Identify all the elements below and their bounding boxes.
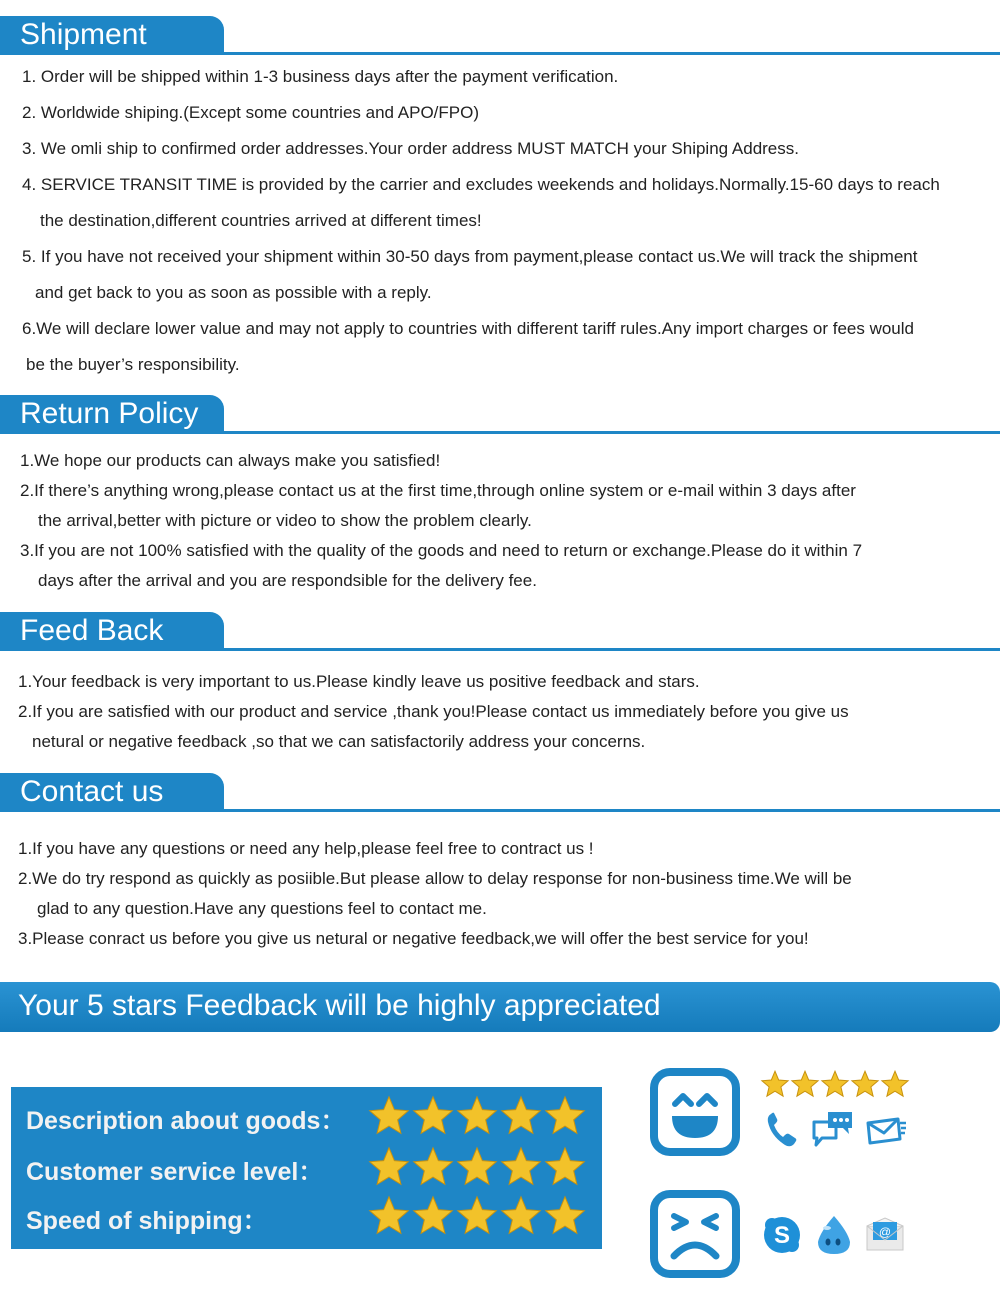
contact-line: glad to any question.Have any questions feel to contact me. (37, 899, 487, 918)
shipment-line: and get back to you as soon as possible with a reply. (35, 283, 432, 302)
return-line: the arrival,better with picture or video to show the problem clearly. (38, 511, 532, 530)
star-icon (414, 1148, 453, 1185)
rating-row-service (11, 1146, 602, 1190)
shipment-line: 3. We omli ship to confirmed order addresses.Your order address MUST MATCH your Shiping Address. (22, 139, 799, 158)
shipment-line: 5. If you have not received your shipment within 30-50 days from payment,please contact us.We will track the shipment (22, 247, 918, 266)
return-line: 2.If there’s anything wrong,please contact us at the first time,through online system or e-mail within 3 days after (20, 481, 856, 500)
star-icon (502, 1148, 541, 1185)
happy-face-icon (650, 1068, 740, 1156)
rating-label: Description about goods： (26, 1107, 346, 1135)
shipment-line: 1. Order will be shipped within 1-3 business days after the payment verification. (22, 67, 619, 86)
star-icon (546, 1097, 585, 1134)
return-line: 1.We hope our products can always make you satisfied! (20, 451, 441, 470)
star-icon (502, 1097, 541, 1134)
return-line: days after the arrival and you are respondsible for the delivery fee. (38, 571, 537, 590)
phone-icon (765, 1110, 799, 1150)
star-icon (822, 1071, 848, 1096)
return-policy-title: Return Policy (0, 395, 224, 433)
shipment-line: the destination,different countries arrived at different times! (40, 211, 482, 230)
rating-stars (367, 1095, 587, 1139)
envelope-icon (864, 1115, 908, 1147)
star-icon (370, 1148, 409, 1185)
contact-line: 2.We do try respond as quickly as posiible.But please allow to delay response for non-business time.We will be (18, 869, 852, 888)
svg-text:@: @ (878, 1225, 892, 1239)
star-icon (458, 1148, 497, 1185)
return-policy-divider (0, 431, 1000, 434)
star-icon (370, 1197, 409, 1234)
star-icon (370, 1097, 409, 1134)
small-star-row (760, 1070, 910, 1100)
rating-label: Speed of shipping： (26, 1207, 268, 1235)
shipment-line: 6.We will declare lower value and may not apply to countries with different tariff rules.Any import charges or fees would (22, 319, 914, 338)
email-icon (864, 1216, 906, 1254)
feedback-header (0, 612, 1000, 652)
skype-icon (762, 1215, 802, 1255)
rating-stars (367, 1146, 587, 1190)
shipment-header (0, 16, 1000, 56)
shipment-line: 2. Worldwide shiping.(Except some countries and APO/FPO) (22, 103, 479, 122)
chat-bubble-icon (810, 1108, 856, 1150)
shipment-line: be the buyer’s responsibility. (26, 355, 240, 374)
svg-text:S: S (773, 1222, 791, 1249)
feedback-line: 2.If you are satisfied with our product and service ,thank you!Please contact us immediately before you give us (18, 702, 849, 721)
return-line: 3.If you are not 100% satisfied with the quality of the goods and need to return or exchange.Please do it within 7 (20, 541, 863, 560)
contact-divider (0, 809, 1000, 812)
star-icon (414, 1197, 453, 1234)
shipment-line: 4. SERVICE TRANSIT TIME is provided by the carrier and excludes weekends and holidays.Normally.15-60 days to reach (22, 175, 940, 194)
contact-line: 3.Please conract us before you give us netural or negative feedback,we will offer the best service for you! (18, 929, 809, 948)
star-icon (502, 1197, 541, 1234)
star-icon (458, 1197, 497, 1234)
feedback-banner: Your 5 stars Feedback will be highly appreciated (0, 982, 1000, 1032)
contact-line: 1.If you have any questions or need any help,please feel free to contract us ! (18, 839, 594, 858)
shipment-title: Shipment (0, 16, 224, 54)
sad-face-icon (650, 1190, 740, 1278)
rating-row-description (11, 1095, 602, 1139)
feedback-line: netural or negative feedback ,so that we can satisfactorily address your concerns. (32, 732, 646, 751)
rating-row-shipping (11, 1195, 602, 1239)
star-icon (852, 1071, 878, 1096)
star-icon (762, 1071, 788, 1096)
star-icon (546, 1148, 585, 1185)
star-icon (546, 1197, 585, 1234)
feedback-line: 1.Your feedback is very important to us.Please kindly leave us positive feedback and stars. (18, 672, 700, 691)
star-icon (458, 1097, 497, 1134)
return-policy-header (0, 395, 1000, 435)
feedback-title: Feed Back (0, 612, 224, 650)
rating-label: Customer service level： (26, 1158, 324, 1186)
rating-panel (11, 1087, 602, 1249)
feedback-divider (0, 648, 1000, 651)
star-icon (882, 1071, 908, 1096)
contact-header (0, 773, 1000, 813)
star-icon (792, 1071, 818, 1096)
shipment-divider (0, 52, 1000, 55)
star-icon (414, 1097, 453, 1134)
contact-title: Contact us (0, 773, 224, 811)
qq-icon (812, 1212, 856, 1258)
rating-stars (367, 1195, 587, 1239)
